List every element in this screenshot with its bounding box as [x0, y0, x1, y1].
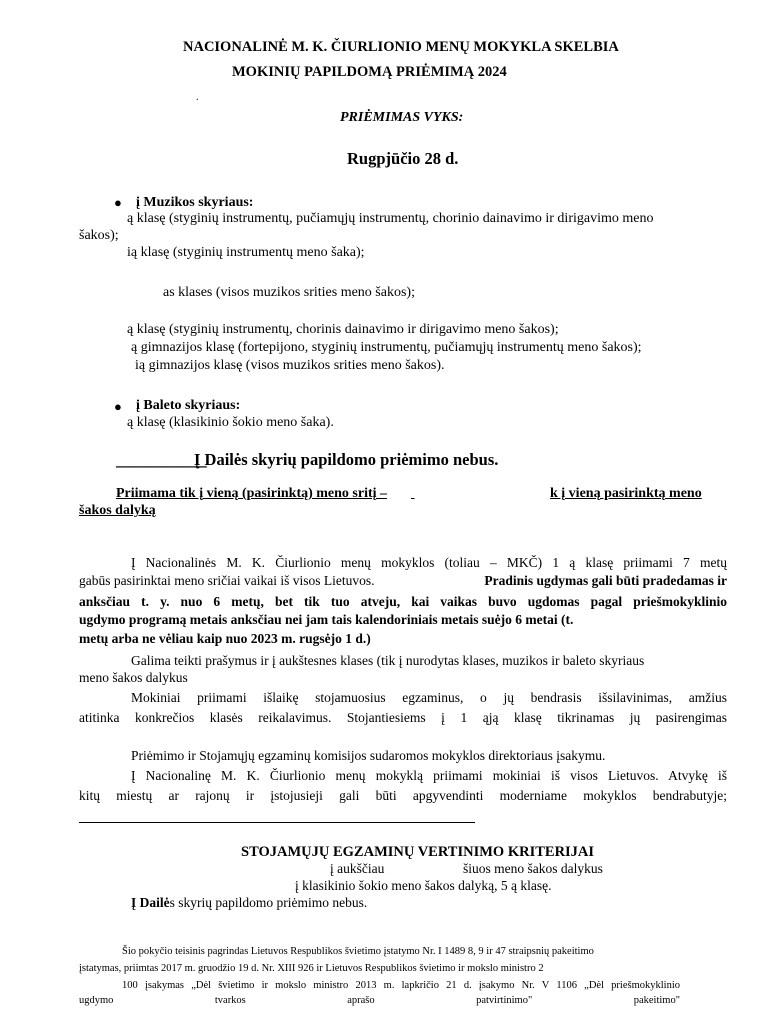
bullet-icon: ● — [114, 195, 122, 210]
body-p5-line-1: Į Nacionalinę M. K. Čiurlionio menų mokyklą priimami mokiniai iš visos Lietuvos. Atvykę iš — [131, 768, 727, 783]
heading-line-1: NACIONALINĖ M. K. ČIURLIONIO MENŲ MOKYKLA SKELBIA — [183, 39, 619, 55]
footnote-line-1: Šio pokyčio teisinis pagrindas Lietuvos Respublikos švietimo įstatymo Nr. I 1489 8, 9 ir 47 straipsnių pakeitimo — [122, 946, 594, 957]
art-notice-blank: ___________ — [116, 450, 207, 469]
body-p1-line-2-bold: Pradinis ugdymas gali būti pradedamas ir — [484, 573, 727, 588]
criteria-line-3-rest: s skyrių papildomo priėmimo nebus. — [169, 895, 368, 910]
criteria-line-3 — [131, 895, 367, 911]
music-line-1: ą klasę (styginių instrumentų, pučiamųjų instrumentų, chorinio dainavimo ir dirigavimo meno — [127, 211, 654, 226]
music-line-6: ią gimnazijos klasę (visos muzikos srities meno šakos). — [135, 358, 445, 373]
music-line-1b: šakos); — [79, 228, 119, 243]
art-notice: Į Dailės skyrių papildomo priėmimo nebus. — [194, 450, 499, 469]
body-p1-line-2 — [79, 573, 727, 589]
music-line-3: as klases (visos muzikos srities meno šakos); — [163, 285, 415, 300]
body-p2-line-1: Galima teikti prašymus ir į aukštesnes klases (tik į nurodytas klases, muzikos ir baleto skyriaus — [131, 653, 645, 668]
music-line-2: ią klasę (styginių instrumentų meno šaka); — [127, 245, 365, 260]
body-p1-line-3: anksčiau t. y. nuo 6 metų, bet tik tuo atveju, kai vaikas buvo ugdomas pagal priešmokyklinio — [79, 594, 727, 609]
criteria-line-3-bold: Į Dailė — [131, 895, 170, 910]
body-p1-line-1: Į Nacionalinės M. K. Čiurlionio menų mokyklos (toliau – MKČ) 1 ą klasę priimami 7 metų — [131, 555, 727, 570]
ballet-section-title: į Baleto skyriaus: — [136, 398, 241, 413]
accept-one-blank — [411, 486, 550, 502]
accept-one-part-3: šakos dalyką — [79, 503, 156, 518]
criteria-line-1b: šiuos meno šakos dalykus — [463, 861, 603, 876]
heading-line-2: MOKINIŲ PAPILDOMĄ PRIĖMIMĄ 2024 — [232, 64, 507, 80]
accept-one-part-2: k į vieną pasirinktą meno — [550, 486, 702, 501]
footnote-line-2: įstatymas, priimtas 2017 m. gruodžio 19 d. Nr. XIII 926 ir Lietuvos Respublikos švietimo ir mokslo ministro 2 — [79, 963, 544, 974]
subtitle: PRIĖMIMAS VYKS: — [340, 110, 464, 125]
body-p3-line-1: Mokiniai priimami išlaikę stojamuosius egzaminus, o jų bendrasis išsilavinimas, amžius — [131, 690, 727, 705]
body-p3-line-2: atitinka konkrečios klasės reikalavimus. Stojantiesiems į 1 ąją klasę tikrinamas jų pasirengimas — [79, 710, 727, 725]
bullet-icon: ● — [114, 399, 122, 414]
body-p4: Priėmimo ir Stojamųjų egzaminų komisijos sudaromos mokyklos direktoriaus įsakymu. — [131, 748, 606, 763]
music-line-5: ą gimnazijos klasę (fortepijono, styginių instrumentų, pučiamųjų instrumentų meno šakos); — [131, 340, 642, 355]
body-p1-line-5: metų arba ne vėliau kaip nuo 2023 m. rugsėjo 1 d.) — [79, 631, 371, 646]
criteria-title: STOJAMŲJŲ EGZAMINŲ VERTINIMO KRITERIJAI — [241, 844, 595, 860]
accept-one-part-1: Priimama tik į vieną (pasirinktą) meno sritį – — [116, 486, 388, 501]
body-p1-line-4: ugdymo programą metais anksčiau nei jam tais kalendoriniais metais suėjo 6 metai (t. — [79, 612, 574, 627]
ballet-line-1: ą klasę (klasikinio šokio meno šaka). — [127, 415, 334, 430]
body-p5-line-2: kitų miestų ar rajonų ir įstojusieji gali būti apgyvendinti moderniame mokyklos bendrabutyje; — [79, 788, 727, 803]
divider-line — [79, 822, 475, 823]
criteria-line-1a: į aukščiau — [330, 861, 385, 876]
footnote-line-4: ugdymo tvarkos aprašo patvirtinimo" pakeitimo" — [79, 995, 680, 1006]
body-p2-line-2: meno šakos dalykus — [79, 670, 188, 685]
criteria-line-2: į klasikinio šokio meno šakos dalyką, 5 ą klasę. — [295, 878, 552, 893]
footnote-line-3: 100 įsakymas „Dėl švietimo ir mokslo ministro 2013 m. lapkričio 21 d. įsakymo Nr. V 1106 „Dėl priešmokyklinio — [122, 980, 680, 991]
date-heading: Rugpjūčio 28 d. — [347, 149, 459, 168]
body-p1-line-2-normal: gabūs pasirinktai meno sričiai vaikai iš visos Lietuvos. — [79, 573, 375, 588]
music-section-title: į Muzikos skyriaus: — [136, 195, 254, 210]
music-line-4: ą klasę (styginių instrumentų, chorinis dainavimo ir dirigavimo meno šakos); — [127, 322, 559, 337]
stray-dot: . — [196, 92, 199, 103]
